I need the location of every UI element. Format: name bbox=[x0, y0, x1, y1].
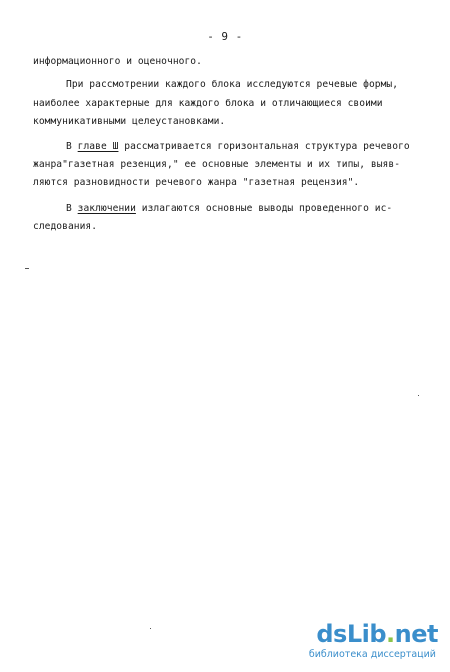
paragraph-4-line-1 bbox=[66, 203, 392, 215]
paragraph-2-line-1: При рассмотрении каждого блока исследуются речевые формы, bbox=[66, 79, 399, 90]
watermark-logo-dot: . bbox=[386, 620, 395, 648]
paragraph-4-line-2: следования. bbox=[33, 221, 98, 232]
page-number: - 9 - bbox=[207, 30, 243, 43]
scan-speck bbox=[150, 628, 151, 629]
paragraph-3-line-1 bbox=[66, 141, 410, 153]
dslib-watermark bbox=[288, 620, 438, 664]
watermark-logo-tld: net bbox=[394, 620, 438, 648]
scan-speck bbox=[25, 268, 29, 269]
paragraph-2-line-2: наиболее характерные для каждого блока и отличающиеся своими bbox=[33, 98, 383, 109]
paragraph-3-line-1-before: В bbox=[66, 141, 78, 152]
paragraph-3-line-3: ляются разновидности речевого жанра "газетная рецензия". bbox=[33, 177, 360, 188]
watermark-logo-main: dsLib bbox=[316, 620, 387, 648]
chapter-three-link-text: главе Ш bbox=[77, 141, 119, 152]
paragraph-4-line-1-after: излагаются основные выводы проведенного ис- bbox=[135, 203, 393, 214]
scan-speck bbox=[418, 395, 419, 396]
paragraph-3-line-1-after: рассматривается горизонтальная структура речевого bbox=[118, 141, 410, 152]
conclusion-link-text: заключении bbox=[77, 203, 136, 214]
paragraph-4-line-1-before: В bbox=[66, 203, 78, 214]
watermark-subtitle: библиотека диссертаций bbox=[308, 649, 436, 660]
paragraph-3-line-2: жанра"газетная резенция," ее основные элементы и их типы, выяв- bbox=[33, 159, 401, 170]
paragraph-1-line-1: информационного и оценочного. bbox=[33, 56, 202, 67]
watermark-logo bbox=[316, 620, 438, 648]
paragraph-2-line-3: коммуникативными целеустановками. bbox=[33, 116, 226, 127]
